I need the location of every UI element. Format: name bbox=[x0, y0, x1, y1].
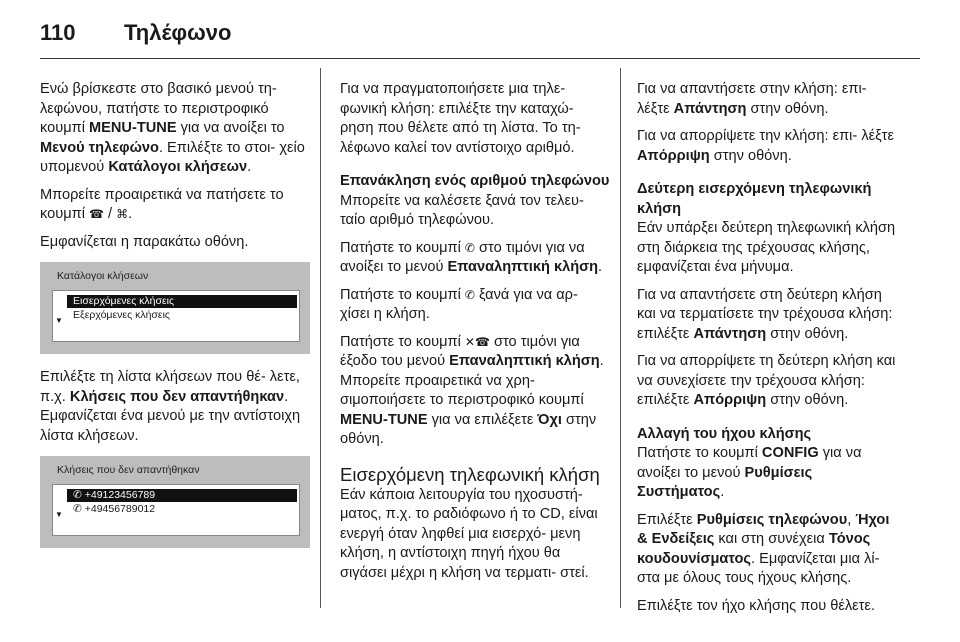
page-header bbox=[40, 20, 920, 50]
paragraph: Για να απαντήσετε στη δεύτερη κλήση και να τερματίσετε την τρέχουσα κλήση: επιλέξτε Απάντηση στην οθόνη. bbox=[637, 286, 893, 342]
section-heading: Επανάκληση ενός αριθμού τηλεφώνου bbox=[340, 173, 610, 189]
paragraph: Για να απαντήσετε στην κλήση: επι- λέξτε Απάντηση στην οθόνη. bbox=[637, 81, 867, 117]
column-1 bbox=[40, 80, 310, 562]
paragraph: Επιλέξτε Ρυθμίσεις τηλεφώνου, Ήχοι & Ενδείξεις και στη συνέχεια Τόνος κουδουνίσματος. Εμφανίζεται μια λί- στα με όλους τους ήχους κλήσης. bbox=[637, 511, 890, 586]
column-3 bbox=[637, 80, 900, 624]
list-item: Εξερχόμενες κλήσεις bbox=[73, 309, 170, 321]
header-rule bbox=[40, 58, 920, 59]
paragraph: Μπορείτε να καλέσετε ξανά τον τελευ- ταίο αριθμό τηλεφώνου. bbox=[340, 192, 584, 228]
page-title: Τηλέφωνο bbox=[124, 20, 232, 45]
paragraph: Εάν κάποια λειτουργία του ηχοσυστή- ματος, π.χ. το ραδιόφωνο ή το CD, είναι ενεργή όταν ληφθεί μια εισερχό- μενη κλήση, η αντίστοιχη πηγή ήχου θα σιγάσει μέχρι η κλήση να τερματι- στεί. bbox=[340, 486, 598, 581]
display-screenshot bbox=[40, 262, 310, 354]
display-screenshot bbox=[40, 456, 310, 548]
arrow-down-icon: ▼ bbox=[55, 316, 63, 325]
paragraph: Πατήστε το κουμπί ✆ ξανά για να αρ- χίσει η κλήση. bbox=[340, 286, 578, 322]
paragraph: Πατήστε το κουμπί ✕☎ στο τιμόνι για έξοδο του μενού Επαναληπτική κλήση. Μπορείτε προαιρετικά να χρη- σιμοποιήσετε το περιστροφικό κουμπί MENU-TUNE για να επιλέξετε Όχι στην οθόνη. bbox=[340, 333, 604, 447]
list-item: ✆ +49123456789 bbox=[67, 489, 297, 502]
section-heading: Δεύτερη εισερχόμενη τηλεφωνική κλήση bbox=[637, 181, 872, 217]
column-divider bbox=[320, 68, 321, 608]
display-frame bbox=[52, 464, 300, 536]
page-number: 110 bbox=[40, 20, 76, 45]
paragraph: Επιλέξτε τη λίστα κλήσεων που θέ- λετε, π.χ. Κλήσεις που δεν απαντήθηκαν. Εμφανίζεται ένα μενού με την αντίστοιχη λίστα κλήσεων. bbox=[40, 369, 301, 444]
call-icon: ✆ bbox=[464, 287, 475, 302]
screen-title: Κατάλογοι κλήσεων bbox=[57, 270, 149, 282]
paragraph: Για να απορρίψετε τη δεύτερη κλήση και να συνεχίσετε την τρέχουσα κλήση: επιλέξτε Απόρριψη στην οθόνη. bbox=[637, 353, 896, 408]
command-icon: ⌘ bbox=[116, 207, 129, 221]
paragraph: Μπορείτε προαιρετικά να πατήσετε το κουμπί ☎ / ⌘. bbox=[40, 186, 310, 225]
paragraph: Εμφανίζεται η παρακάτω οθόνη. bbox=[40, 233, 249, 250]
section-heading: Αλλαγή του ήχου κλήσης bbox=[637, 425, 812, 442]
paragraph: Για να απορρίψετε την κλήση: επι- λέξτε Απόρριψη στην οθόνη. bbox=[637, 128, 894, 164]
list-item: ✆ +49456789012 bbox=[73, 503, 156, 515]
paragraph: Πατήστε το κουμπί CONFIG για να ανοίξει το μενού Ρυθμίσεις Συστήματος. bbox=[637, 445, 862, 500]
paragraph: Επιλέξτε τον ήχο κλήσης που θέλετε. bbox=[637, 597, 875, 614]
paragraph: Για να πραγματοποιήσετε μια τηλε- φωνική κλήση: επιλέξτε την καταχώ- ρηση που θέλετε από τη λίστα. Το τη- λέφωνο καλεί τον αντίστοιχο αριθμό. bbox=[340, 81, 581, 156]
display-frame bbox=[52, 270, 300, 342]
screen-title: Κλήσεις που δεν απαντήθηκαν bbox=[57, 464, 200, 476]
section-heading: Εισερχόμενη τηλεφωνική κλήση bbox=[340, 463, 600, 485]
hang-up-icon: ✕☎ bbox=[464, 334, 490, 349]
column-divider bbox=[620, 68, 621, 608]
paragraph: Ενώ βρίσκεστε στο βασικό μενού τη- λεφώνου, πατήστε το περιστροφικό κουμπί MENU-TUNE για να ανοίξει το Μενού τηλεφώνο. Επιλέξτε το στοι- χείο υπομενού Κατάλογοι κλήσεων. bbox=[40, 81, 305, 175]
list-item: Εισερχόμενες κλήσεις bbox=[67, 295, 297, 308]
call-icon: ✆ bbox=[464, 240, 475, 255]
paragraph: Εάν υπάρξει δεύτερη τηλεφωνική κλήση στη διάρκεια της τρέχουσας κλήσης, εμφανίζεται ένα μήνυμα. bbox=[637, 220, 896, 275]
column-2 bbox=[340, 80, 610, 591]
phone-icon: ☎ bbox=[89, 207, 104, 221]
paragraph: Πατήστε το κουμπί ✆ στο τιμόνι για να ανοίξει το μενού Επαναληπτική κλήση. bbox=[340, 239, 603, 275]
arrow-down-icon: ▼ bbox=[55, 510, 63, 519]
